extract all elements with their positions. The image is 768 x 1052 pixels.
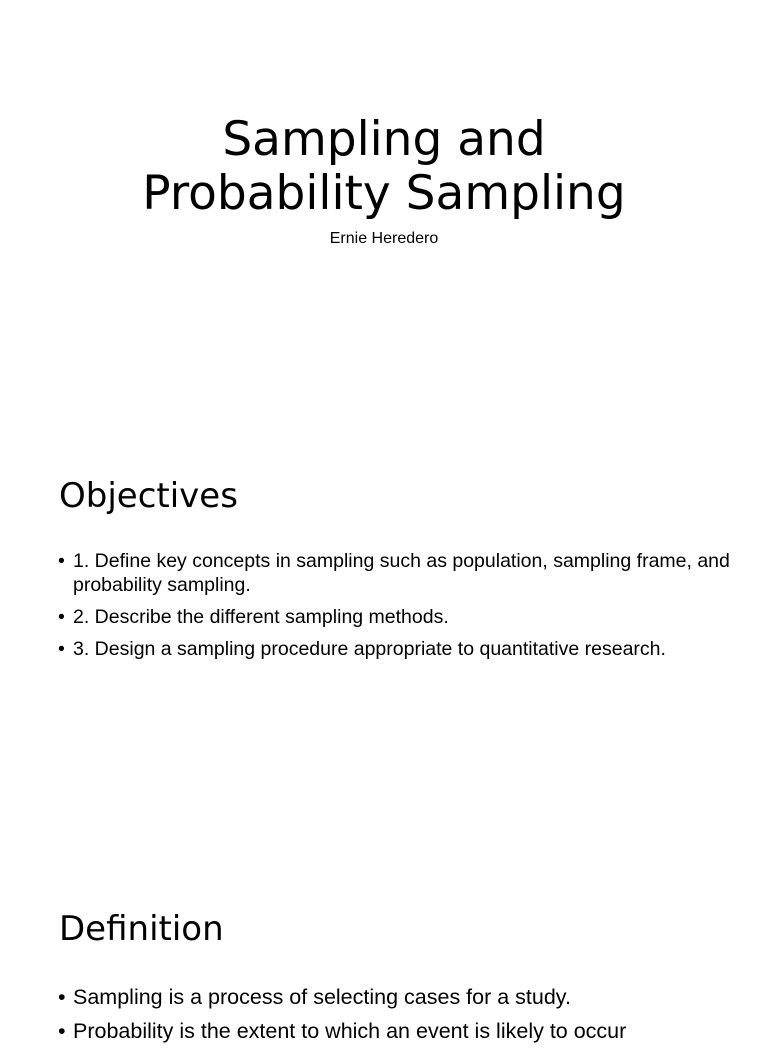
objectives-heading: Objectives (59, 476, 238, 516)
definition-text: Probability is the extent to which an event is likely to occur (73, 1019, 627, 1043)
objective-text: 1. Define key concepts in sampling such as population, sampling frame, and probability sampling. (73, 550, 730, 596)
list-item (58, 984, 738, 1010)
title-slide (0, 0, 768, 432)
list-item (58, 1018, 738, 1044)
definition-slide (0, 864, 768, 1043)
bullet-icon: • (58, 606, 65, 628)
author-name: Ernie Heredero (329, 230, 439, 247)
list-item (58, 605, 738, 629)
bullet-icon: • (58, 1019, 66, 1043)
presentation-title (0, 113, 768, 221)
objective-text: 3. Design a sampling procedure appropriate to quantitative research. (73, 638, 666, 660)
definition-heading: Definition (59, 909, 224, 949)
objective-text: 2. Describe the different sampling methods. (73, 606, 449, 628)
title-line-1: Sampling and (222, 112, 546, 167)
list-item (58, 549, 738, 597)
definition-text: Sampling is a process of selecting cases for a study. (73, 985, 571, 1009)
list-item (58, 637, 738, 661)
bullet-icon: • (58, 550, 65, 572)
bullet-icon: • (58, 985, 66, 1009)
objectives-slide (0, 432, 768, 864)
definition-list (58, 984, 738, 1052)
bullet-icon: • (58, 638, 65, 660)
title-line-2: Probability Sampling (142, 166, 626, 221)
objectives-list (58, 549, 738, 669)
